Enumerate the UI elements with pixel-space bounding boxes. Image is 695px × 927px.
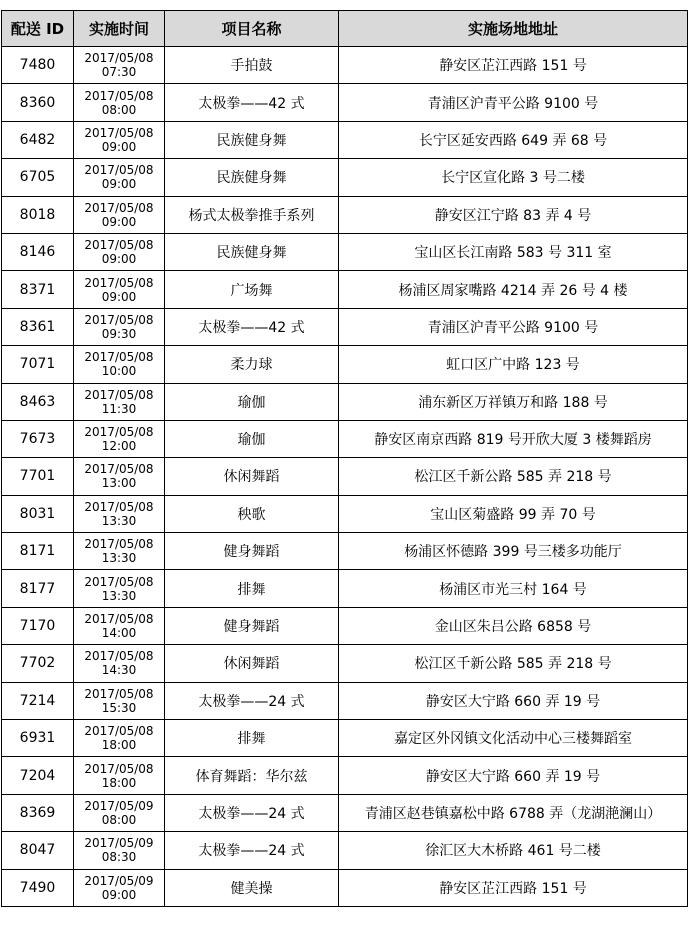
cell-time [74,383,165,420]
cell-id: 7071 [2,346,74,383]
table-row [2,645,688,682]
cell-id: 7480 [2,47,74,84]
cell-clock: 09:00 [101,887,137,902]
cell-time [74,233,165,270]
cell-address: 徐汇区大木桥路 461 号二楼 [339,832,688,869]
header-name: 项目名称 [165,11,339,47]
table-row [2,533,688,570]
cell-name: 秧歌 [165,495,339,532]
cell-address: 杨浦区怀德路 399 号三楼多功能厅 [339,533,688,570]
cell-address: 静安区芷江西路 151 号 [339,47,688,84]
cell-id: 8177 [2,570,74,607]
cell-clock: 08:30 [101,850,137,865]
cell-id: 8018 [2,196,74,233]
table-row [2,84,688,121]
cell-time [74,121,165,158]
cell-time [74,458,165,495]
cell-address: 静安区大宁路 660 弄 19 号 [339,682,688,719]
cell-date: 2017/05/08 [84,200,154,215]
cell-clock: 12:00 [101,439,137,454]
schedule-table [1,10,688,907]
cell-address: 杨浦区市光三村 164 号 [339,570,688,607]
cell-time [74,720,165,757]
cell-address: 虹口区广中路 123 号 [339,346,688,383]
cell-date: 2017/05/08 [84,499,154,514]
cell-name: 民族健身舞 [165,159,339,196]
cell-date: 2017/05/08 [84,350,154,365]
cell-time [74,495,165,532]
cell-clock: 09:00 [101,139,137,154]
table-row [2,495,688,532]
cell-name: 排舞 [165,570,339,607]
cell-clock: 07:30 [101,65,137,80]
cell-name: 民族健身舞 [165,233,339,270]
cell-date: 2017/05/08 [84,125,154,140]
cell-date: 2017/05/09 [84,799,154,813]
header-row [2,11,688,47]
cell-address: 杨浦区周家嘴路 4214 弄 26 号 4 楼 [339,271,688,308]
cell-time [74,346,165,383]
cell-name: 太极拳——24 式 [165,832,339,869]
cell-date: 2017/05/08 [84,238,154,253]
cell-clock: 14:30 [101,663,137,678]
cell-name: 手拍鼓 [165,47,339,84]
cell-id: 8171 [2,533,74,570]
cell-address: 静安区芷江西路 151 号 [339,869,688,906]
cell-date: 2017/05/08 [84,649,154,664]
table-row [2,121,688,158]
cell-name: 休闲舞蹈 [165,458,339,495]
cell-time [74,271,165,308]
cell-date: 2017/05/08 [84,574,154,589]
table-row [2,47,688,84]
cell-time [74,533,165,570]
cell-address: 嘉定区外冈镇文化活动中心三楼舞蹈室 [339,720,688,757]
cell-date: 2017/05/08 [84,387,154,402]
cell-name: 瑜伽 [165,383,339,420]
cell-id: 6482 [2,121,74,158]
cell-id: 6931 [2,720,74,757]
cell-name: 柔力球 [165,346,339,383]
cell-time [74,420,165,457]
cell-time [74,682,165,719]
table-row [2,832,688,869]
cell-date: 2017/05/08 [84,275,154,290]
cell-time [74,757,165,794]
cell-clock: 08:00 [101,102,137,117]
cell-clock: 13:30 [101,513,137,528]
header-id: 配送 ID [2,11,74,47]
table-row [2,420,688,457]
cell-address: 松江区千新公路 585 弄 218 号 [339,458,688,495]
cell-clock: 10:00 [101,364,137,379]
cell-id: 6705 [2,159,74,196]
header-address: 实施场地地址 [339,11,688,47]
cell-name: 广场舞 [165,271,339,308]
table-body [2,47,688,907]
table-row [2,196,688,233]
cell-name: 民族健身舞 [165,121,339,158]
cell-time [74,47,165,84]
cell-id: 8369 [2,794,74,831]
cell-time [74,196,165,233]
cell-date: 2017/05/08 [84,724,154,739]
table-row [2,682,688,719]
cell-date: 2017/05/08 [84,761,154,776]
cell-clock: 09:00 [101,177,137,192]
cell-name: 太极拳——24 式 [165,682,339,719]
table-row [2,308,688,345]
cell-name: 健身舞蹈 [165,607,339,644]
cell-date: 2017/05/08 [84,686,154,701]
cell-id: 7214 [2,682,74,719]
cell-date: 2017/05/08 [84,51,154,66]
table-row [2,346,688,383]
cell-time [74,84,165,121]
cell-clock: 14:00 [101,626,137,641]
table-row [2,271,688,308]
cell-date: 2017/05/09 [84,873,154,888]
table-row [2,233,688,270]
cell-name: 瑜伽 [165,420,339,457]
table-row [2,383,688,420]
cell-clock: 15:30 [101,700,137,715]
cell-time [74,645,165,682]
cell-address: 金山区朱吕公路 6858 号 [339,607,688,644]
cell-clock: 11:30 [101,401,137,416]
cell-id: 7701 [2,458,74,495]
cell-address: 青浦区沪青平公路 9100 号 [339,84,688,121]
cell-name: 体育舞蹈：华尔兹 [165,757,339,794]
cell-clock: 09:00 [101,289,137,304]
cell-address: 青浦区沪青平公路 9100 号 [339,308,688,345]
cell-address: 静安区江宁路 83 弄 4 号 [339,196,688,233]
cell-time [74,570,165,607]
cell-clock: 09:00 [101,252,137,267]
cell-address: 青浦区赵巷镇嘉松中路 6788 弄（龙湖滟澜山） [339,794,688,831]
table-row [2,757,688,794]
table-row [2,720,688,757]
table-row [2,794,688,831]
cell-date: 2017/05/08 [84,462,154,477]
cell-date: 2017/05/09 [84,836,154,851]
cell-name: 太极拳——42 式 [165,308,339,345]
cell-address: 宝山区菊盛路 99 弄 70 号 [339,495,688,532]
table-row [2,159,688,196]
cell-date: 2017/05/08 [84,425,154,440]
cell-address: 静安区南京西路 819 号开欣大厦 3 楼舞蹈房 [339,420,688,457]
cell-name: 杨式太极拳推手系列 [165,196,339,233]
cell-clock: 18:00 [101,738,137,753]
cell-id: 7170 [2,607,74,644]
cell-clock: 13:30 [101,551,137,566]
cell-name: 太极拳——24 式 [165,794,339,831]
cell-time [74,832,165,869]
cell-date: 2017/05/08 [84,612,154,627]
cell-clock: 18:00 [101,775,137,790]
cell-address: 松江区千新公路 585 弄 218 号 [339,645,688,682]
cell-address: 长宁区宣化路 3 号二楼 [339,159,688,196]
cell-name: 健美操 [165,869,339,906]
cell-clock: 08:00 [101,813,137,827]
cell-id: 7673 [2,420,74,457]
cell-time [74,159,165,196]
table-row [2,458,688,495]
cell-name: 健身舞蹈 [165,533,339,570]
cell-id: 8031 [2,495,74,532]
cell-id: 8146 [2,233,74,270]
table-row [2,607,688,644]
cell-id: 7490 [2,869,74,906]
cell-id: 8360 [2,84,74,121]
cell-name: 休闲舞蹈 [165,645,339,682]
cell-address: 长宁区延安西路 649 弄 68 号 [339,121,688,158]
cell-time [74,869,165,906]
cell-clock: 13:00 [101,476,137,491]
cell-id: 7204 [2,757,74,794]
cell-address: 浦东新区万祥镇万和路 188 号 [339,383,688,420]
cell-time [74,607,165,644]
cell-clock: 13:30 [101,588,137,603]
cell-name: 太极拳——42 式 [165,84,339,121]
cell-date: 2017/05/08 [84,88,154,103]
cell-id: 7702 [2,645,74,682]
table-row [2,570,688,607]
cell-id: 8361 [2,308,74,345]
cell-id: 8047 [2,832,74,869]
cell-id: 8463 [2,383,74,420]
cell-address: 宝山区长江南路 583 号 311 室 [339,233,688,270]
cell-date: 2017/05/08 [84,163,154,178]
header-time: 实施时间 [74,11,165,47]
cell-name: 排舞 [165,720,339,757]
cell-clock: 09:00 [101,214,137,229]
cell-time [74,308,165,345]
cell-date: 2017/05/08 [84,537,154,552]
cell-id: 8371 [2,271,74,308]
table-row [2,869,688,906]
cell-time [74,794,165,831]
cell-clock: 09:30 [101,326,137,341]
cell-date: 2017/05/08 [84,312,154,327]
cell-address: 静安区大宁路 660 弄 19 号 [339,757,688,794]
